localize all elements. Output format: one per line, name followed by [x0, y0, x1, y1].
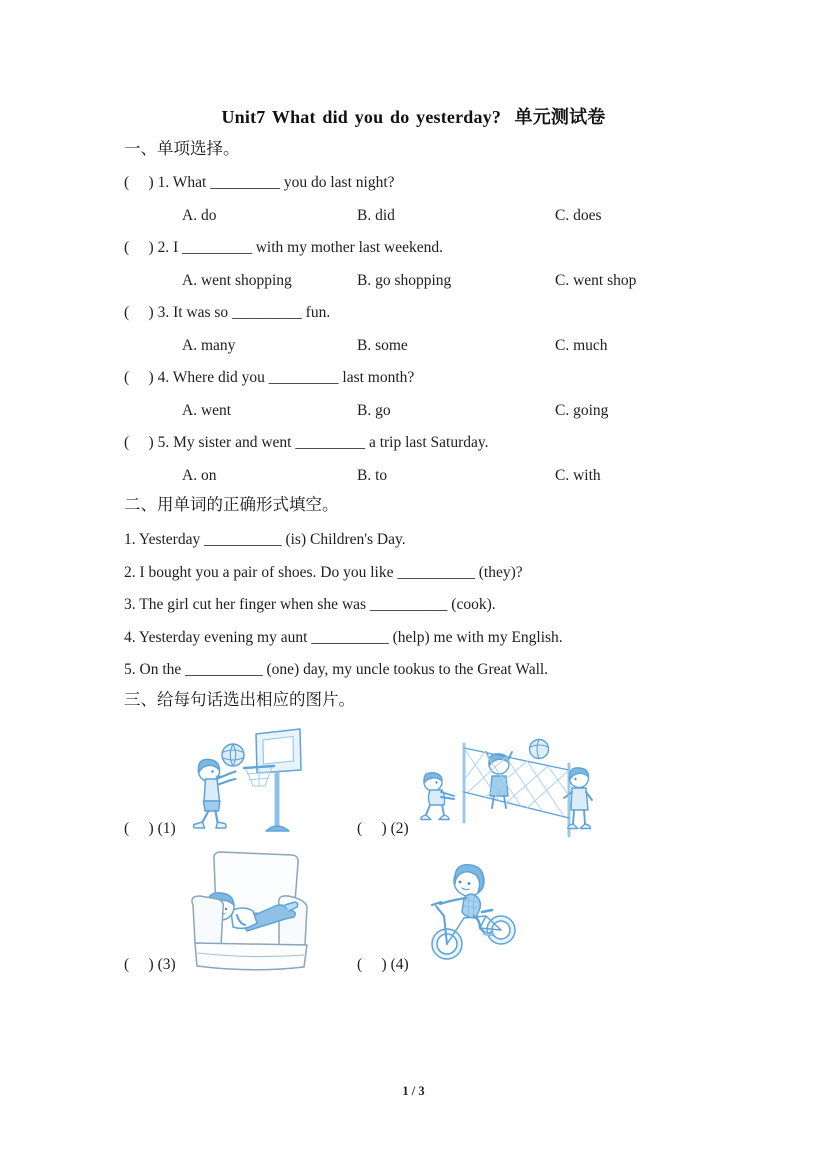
mc-q5-option-c: C. with [555, 467, 601, 484]
mc-q2-option-b: B. go shopping [357, 272, 452, 289]
fill-item-3: 3. The girl cut her finger when she was __________ (cook). [124, 596, 496, 613]
mc-q5-option-b: B. to [357, 467, 388, 484]
mc-question-1: ( ) 1. What _________ you do last night? [124, 174, 395, 191]
mc-question-5: ( ) 5. My sister and went _________ a trip last Saturday. [124, 434, 489, 451]
section2-heading: 二、用单词的正确形式填空。 [124, 495, 339, 514]
mc-q5-options [124, 466, 784, 486]
mc-q2-option-a: A. went shopping [182, 272, 292, 289]
page-number: 1 / 3 [402, 1084, 425, 1098]
fill-item-1: 1. Yesterday __________ (is) Children's Day. [124, 531, 406, 548]
mc-question-2: ( ) 2. I _________ with my mother last weekend. [124, 239, 443, 256]
fill-item-2: 2. I bought you a pair of shoes. Do you like __________ (they)? [124, 564, 523, 581]
image-answer-label-1: ( ) (1) [124, 820, 176, 837]
section1-heading: 一、单项选择。 [124, 139, 240, 158]
section3-heading: 三、给每句话选出相应的图片。 [124, 690, 355, 709]
basketball-illustration [188, 726, 318, 845]
mc-q1-option-c: C. does [555, 207, 602, 224]
fill-item-4: 4. Yesterday evening my aunt __________ (help) me with my English. [124, 629, 563, 646]
mc-q3-options [124, 336, 784, 356]
mc-q1-options [124, 206, 784, 226]
mc-question-3: ( ) 3. It was so _________ fun. [124, 304, 331, 321]
mc-q4-option-a: A. went [182, 402, 232, 419]
mc-q1-option-a: A. do [182, 207, 217, 224]
fill-item-5: 5. On the __________ (one) day, my uncle tookus to the Great Wall. [124, 661, 549, 678]
image-answer-label-2: ( ) (2) [357, 820, 409, 837]
riding-bicycle-illustration [420, 856, 525, 969]
mc-q3-option-c: C. much [555, 337, 608, 354]
mc-q4-option-b: B. go [357, 402, 391, 419]
mc-q5-option-a: A. on [182, 467, 217, 484]
sleeping-on-sofa-illustration [181, 849, 321, 986]
image-answer-label-4: ( ) (4) [357, 956, 409, 973]
worksheet-title: Unit7 What did you do yesterday? 单元测试卷 [221, 107, 606, 127]
mc-question-4: ( ) 4. Where did you _________ last month? [124, 369, 415, 386]
mc-q1-option-b: B. did [357, 207, 395, 224]
volleyball-illustration [416, 732, 598, 847]
mc-q2-option-c: C. went shop [555, 272, 637, 289]
mc-q2-options [124, 271, 784, 291]
mc-q3-option-a: A. many [182, 337, 236, 354]
image-answer-label-3: ( ) (3) [124, 956, 176, 973]
mc-q3-option-b: B. some [357, 337, 408, 354]
mc-q4-option-c: C. going [555, 402, 609, 419]
mc-q4-options [124, 401, 784, 421]
